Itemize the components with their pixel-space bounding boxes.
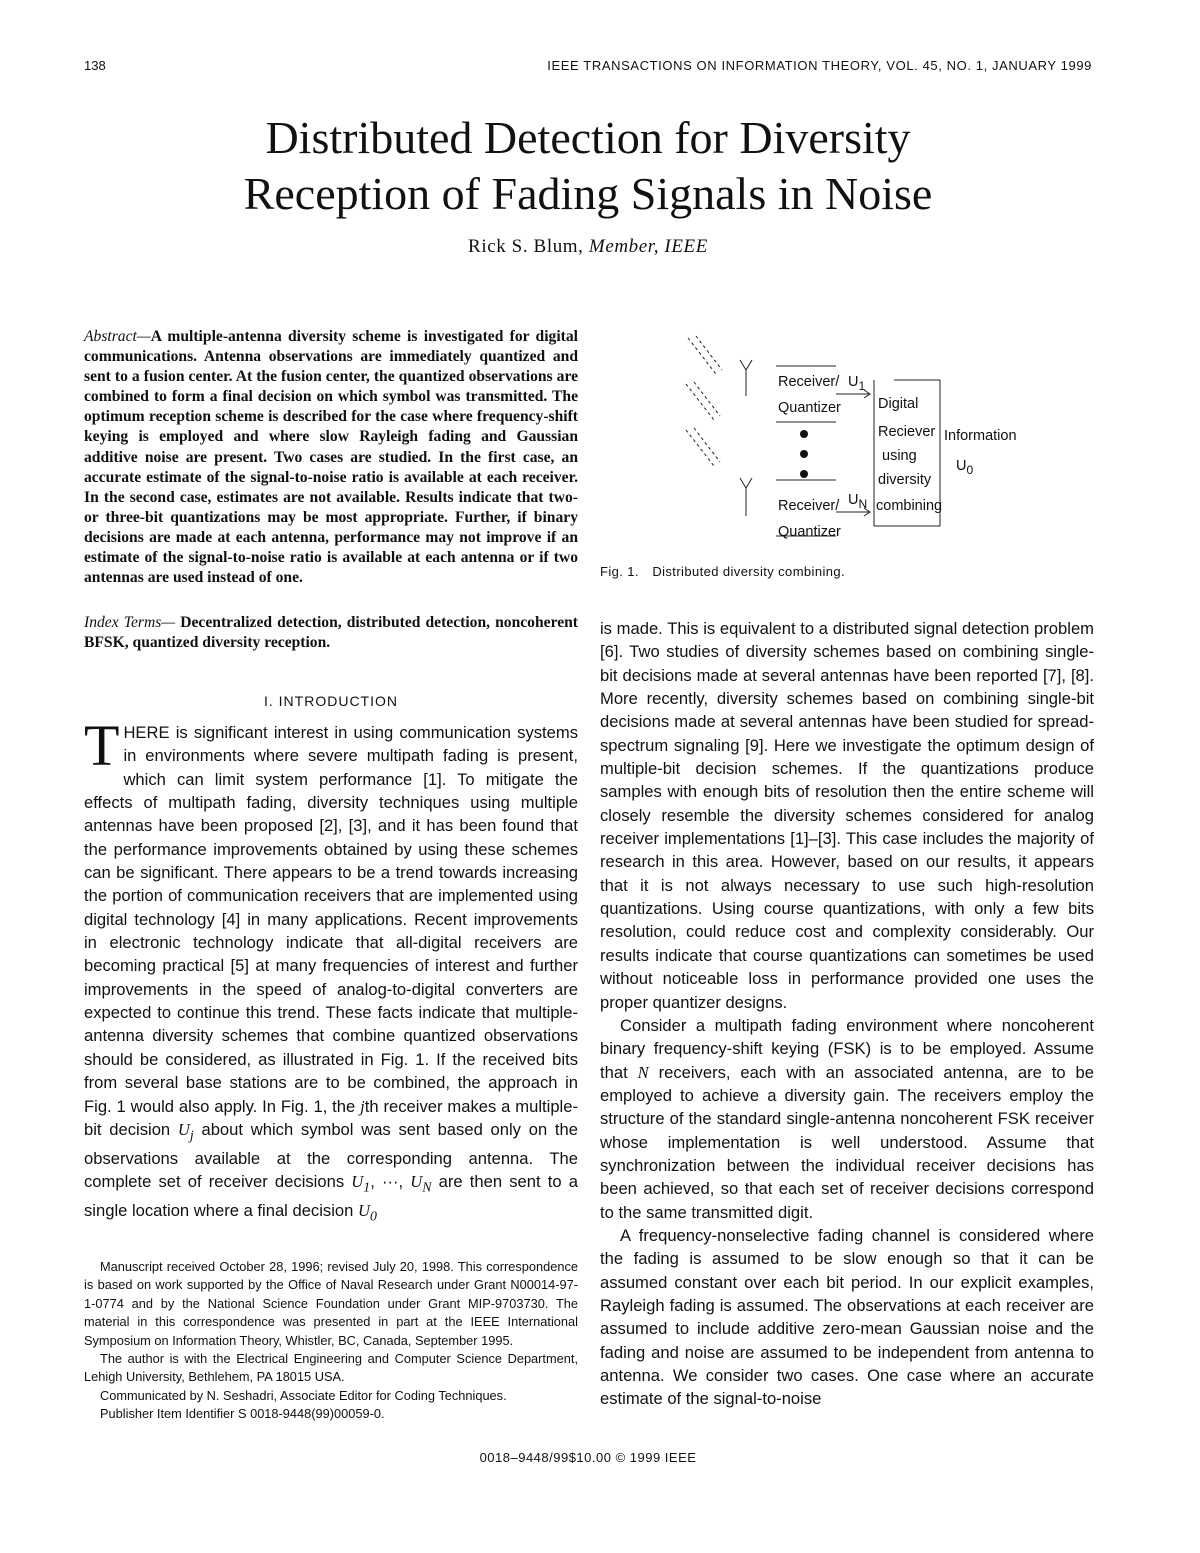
label-diversity: diversity [878,472,932,488]
math-un: $U_N$ [410,1171,432,1195]
figure-1 [678,330,1038,552]
footnote-publisher-id: Publisher Item Identifier S 0018-9448(99)00059-0. [100,1406,385,1422]
label-quantizer-top: Quantizer [778,400,841,416]
dot [800,470,808,478]
journal-header: IEEE TRANSACTIONS ON INFORMATION THEORY, VOL. 45, NO. 1, JANUARY 1999 [547,58,1092,73]
figure-1-caption: Fig. 1. Distributed diversity combining. [600,564,846,579]
antenna-top-icon [740,360,752,370]
dot [800,430,808,438]
right-paragraph-2: Consider a multipath fading environment where noncoherent binary frequency-shift keying (FSK) is to be employed. Assume that N receivers, each with an associated antenna, are to be employed to achieve a diversity gain. The receivers employ the structure of the standard single-antenna noncoherent FSK receiver whose implementation is well understood. Assume that synchronization between the individual receiver decisions has been achieved, so that each set of receiver decisions correspond to the same transmitted digit. [600,1015,1094,1222]
right-paragraph-3: A frequency-nonselective fading channel is considered where the fading is assumed to be slow enough so that it can be assumed constant over each bit period. In our explicit examples, Rayleigh fading is assumed. The observations at each receiver are assumed to include additive zero-mean Gaussian noise and the fading and noise are assumed to be independent from antenna to antenna. We consider two cases. One case where an accurate estimate of the signal-to-noise [600,1225,1094,1409]
abstract-text: A multiple-antenna diversity scheme is investigated for digital communications. Antenna observations are immediately quantized and sent to a fusion center. At the fusion center, the quantized observations are combined to form a final decision on which symbol was transmitted. The optimum reception scheme is described for the case where frequency-shift keying is employed and where slow Rayleigh fading and Gaussian additive noise are present. Two cases are studied. In the first case, an accurate estimate of the signal-to-noise ratio is available at each receiver. In the second case, estimates are not available. Results indicate that two- or three-bit quantizations may be most appropriate. Further, if binary decisions are made at each antenna, performance may not improve if an estimate of the signal-to-noise ratio is available at each antenna or if two antennas are used instead of one. [84,328,578,587]
math-j: j [360,1096,365,1116]
math-uj: $U_j$ [177,1119,194,1143]
abstract [84,327,578,588]
right-paragraph-1: is made. This is equivalent to a distributed signal detection problem [6]. Two studies of diversity schemes based on combining single-bit decisions made at several antennas have been reported [7], [8]. More recently, diversity schemes based on combining single-bit decisions made at several antennas have been studied for spread-spectrum signaling [9]. Here we investigate the optimum design of multiple-bit decision schemes. If the quantizations produce samples with enough bits of resolution then the entire scheme will closely resemble the diversity schemes considered for analog receiver implementations [1]–[3]. This case includes the majority of research in this area. However, based on our results, it appears that it is not always necessary to use such high-resolution quantizations. Using course quantizations, with only a few bits resolution, could reduce cost and complexity considerably. Our results indicate that course quantizations can sometimes be used without noticeable loss in performance provided one uses the proper quantizer designs. [600,619,1094,1012]
footnote-author: The author is with the Electrical Engineering and Computer Science Department, Lehigh University, Bethlehem, PA 18015 USA. [84,1351,578,1385]
title-line-1: Distributed Detection for Diversity [265,112,911,163]
label-using: using [882,448,917,464]
label-u0: $U_0$ [956,458,974,477]
intro-text-d: are then sent to a single location where a final decision [84,1171,578,1220]
introduction-text [84,713,579,1227]
right-column-text [600,617,1094,1411]
paper-title [0,110,1176,222]
title-line-2: Reception of Fading Signals in Noise [243,168,933,219]
label-un: $U_N$ [848,492,868,511]
dot [800,450,808,458]
intro-text-a: HERE is significant interest in using communication systems in environments where severe multipath fading is present, which can limit system performance [1]. To mitigate the effects of multipath fading, diversity techniques using multiple antennas have been proposed [2], [3], and it has been found that the performance improvements obtained by using these schemes can be significant. There appears to be a trend towards increasing the portion of communication receivers that are implemented using digital technology [4] in many applications. Recent improvements in electronic technology indicate that all-digital receivers are becoming practical [5] at many frequencies of interest and further improvements in the speed of analog-to-digital converters are expected to continue this trend. These facts indicate that multiple-antenna diversity schemes that combine quantized observations should be considered, as illustrated in Fig. 1. If the received bits from several base stations are to be combined, the approach in Fig. 1 would also apply. In Fig. 1, the [84,723,578,1116]
author-affiliation: Member, IEEE [588,236,708,257]
author-name: Rick S. Blum, [468,236,584,257]
copyright-footer: 0018–9448/99$10.00 © 1999 IEEE [479,1450,697,1465]
label-digital: Digital [878,396,919,412]
footnotes [84,1258,578,1424]
index-terms-lead: Index Terms— [84,614,176,631]
intro-paragraph [84,713,579,1227]
index-terms [84,613,578,653]
math-u0: $U_0$ [357,1200,377,1223]
math-u1: $U_1$ [351,1171,371,1195]
footnote-manuscript: Manuscript received October 28, 1996; revised July 20, 1998. This correspondence is based on work supported by the Office of Naval Research under Grant N00014-97-1-0774 and by the National Science Foundation under Grant MIP-9703730. The material in this correspondence was presented in part at the IEEE International Symposium on Information Theory, Whistler, BC, Canada, September 1995. [84,1259,578,1348]
intro-text-b: th receiver makes a multiple-bit decision [84,1096,579,1139]
index-terms-text: Decentralized detection, distributed detection, noncoherent BFSK, quantized diversity reception. [84,614,579,652]
section-heading-introduction: I. INTRODUCTION [264,693,398,709]
label-receiver-top: Receiver/ [778,374,840,390]
drop-cap: T [84,713,120,778]
label-information: Information [944,428,1017,444]
footnote-communicated: Communicated by N. Seshadri, Associate Editor for Coding Techniques. [100,1387,507,1403]
label-combining: combining [876,498,943,514]
label-u1: $U_1$ [848,374,866,393]
antenna-bottom-icon [740,478,752,488]
author-line [0,236,1176,258]
label-reciever: Reciever [878,424,936,440]
label-receiver-bottom: Receiver/ [778,498,840,514]
page-number: 138 [84,58,106,73]
math-dots: , ···, [370,1171,411,1191]
label-quantizer-bottom: Quantizer [778,524,841,540]
intro-text-c: about which symbol was sent based only on the observations available at the corresponding antenna. The complete set of receiver decisions [84,1119,578,1191]
abstract-lead: Abstract— [84,328,151,345]
